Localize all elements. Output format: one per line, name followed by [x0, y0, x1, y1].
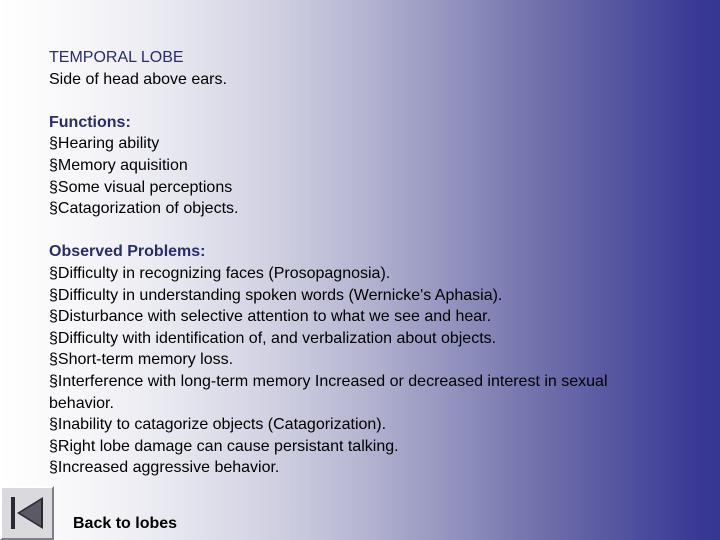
functions-heading: Functions:	[49, 113, 131, 131]
back-navigation	[0, 486, 720, 540]
functions-section	[49, 112, 649, 220]
problem-item: § Disturbance with selective attention to what we see and hear.	[49, 306, 649, 328]
problem-item: § Difficulty with identification of, and verbalization about objects.	[49, 328, 649, 350]
problem-item: § Right lobe damage can cause persistant talking.	[49, 436, 649, 458]
problems-section	[49, 241, 649, 479]
page-title: TEMPORAL LOBE	[49, 49, 184, 66]
back-to-lobes-link[interactable]: Back to lobes	[73, 515, 178, 532]
back-icon[interactable]	[0, 486, 54, 540]
function-item: § Some visual perceptions	[49, 177, 649, 199]
function-item: § Catagorization of objects.	[49, 198, 649, 220]
previous-arrow-icon	[5, 491, 49, 535]
problems-heading: Observed Problems:	[49, 243, 206, 261]
problem-item: § Difficulty in understanding spoken words (Wernicke's Aphasia).	[49, 285, 649, 307]
problem-item: § Increased aggressive behavior.	[49, 457, 649, 479]
problem-item: § Short-term memory loss.	[49, 349, 649, 371]
problem-item: § Difficulty in recognizing faces (Prosopagnosia).	[49, 263, 649, 285]
slide-content	[49, 47, 649, 479]
function-item: § Memory aquisition	[49, 155, 649, 177]
problem-item: § Interference with long-term memory Increased or decreased interest in sexual behavior.	[49, 371, 624, 414]
page-subtitle: Side of head above ears.	[49, 70, 227, 88]
problem-item: § Inability to catagorize objects (Catagorization).	[49, 414, 649, 436]
function-item: § Hearing ability	[49, 133, 649, 155]
